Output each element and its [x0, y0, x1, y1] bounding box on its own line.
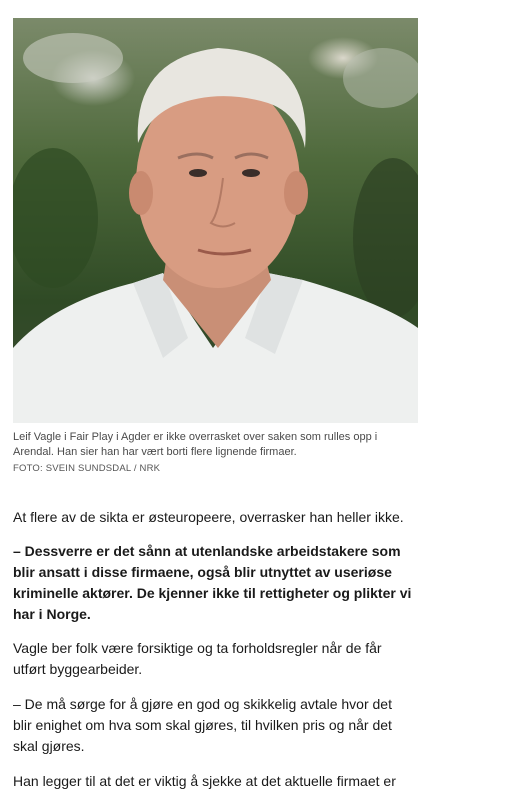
portrait-illustration: [13, 18, 418, 423]
paragraph-5: Han legger til at det er viktig å sjekke at det aktuelle firmaet er: [13, 773, 396, 789]
paragraph-1: At flere av de sikta er østeuropeere, overrasker han heller ikke.: [13, 509, 404, 525]
paragraph-4-quote: – De må sørge for å gjøre en god og skikkelig avtale hvor det blir enighet om hva som skal gjøres, til hvilken pris og når det skal gjøres.: [13, 696, 392, 754]
image-credit: FOTO: SVEIN SUNDSDAL / NRK: [13, 463, 161, 474]
article-photo: [13, 18, 418, 423]
image-caption: Leif Vagle i Fair Play i Agder er ikke overrasket over saken som rulles opp i Arendal. Han sier han har vært borti flere lignende firmaer.: [13, 431, 378, 458]
previous-paragraph-cut: [13, 0, 343, 3]
paragraph-3: Vagle ber folk være forsiktige og ta forholdsregler når de får utført byggearbeider.: [13, 640, 382, 677]
paragraph-2-quote: – Dessverre er det sånn at utenlandske arbeidstakere som blir ansatt i disse firmaene, også blir utnyttet av useriøse kriminelle aktører. De kjenner ikke til rettigheter og plikter vi har i Norge.: [13, 543, 412, 622]
